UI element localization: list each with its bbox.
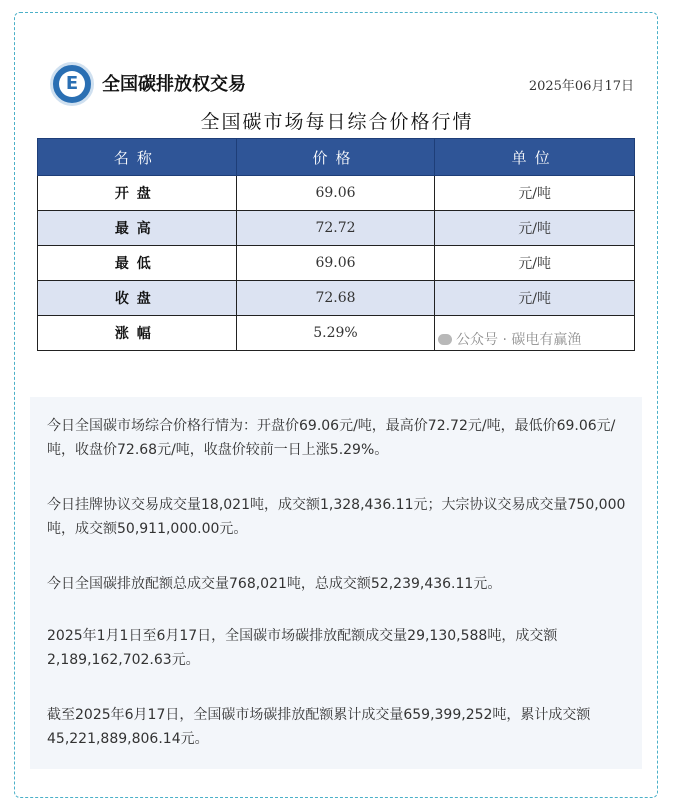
summary-paragraph: 今日挂牌协议交易成交量18,021吨，成交额1,328,436.11元；大宗协议交易成交量750,000吨，成交额50,911,000.00元。	[47, 497, 626, 537]
row-name: 涨幅	[38, 316, 237, 351]
row-price: 69.06	[236, 246, 435, 281]
price-table	[37, 138, 635, 351]
row-unit: 元/吨	[435, 281, 635, 316]
table-header-row	[38, 139, 635, 176]
org-name: 全国碳排放权交易	[102, 74, 246, 95]
watermark	[438, 329, 581, 349]
page-title: 全国碳市场每日综合价格行情	[200, 111, 474, 133]
carbon-exchange-logo-icon: E	[50, 62, 94, 106]
row-price: 72.72	[236, 211, 435, 246]
summary-paragraph: 截至2025年6月17日，全国碳市场碳排放配额累计成交量659,399,252吨，累计成交额45,221,889,806.14元。	[47, 707, 591, 747]
row-name: 收盘	[38, 281, 237, 316]
summary-box	[30, 397, 642, 769]
table-row	[38, 211, 635, 246]
row-unit: 元/吨	[435, 211, 635, 246]
row-unit: 元/吨	[435, 176, 635, 211]
row-price: 5.29%	[236, 316, 435, 351]
summary-paragraph: 今日全国碳排放配额总成交量768,021吨，总成交额52,239,436.11元。	[47, 576, 502, 592]
row-price: 69.06	[236, 176, 435, 211]
column-header-name: 名称	[38, 139, 237, 176]
summary-paragraph: 今日全国碳市场综合价格行情为：开盘价69.06元/吨，最高价72.72元/吨，最低价69.06元/吨，收盘价72.68元/吨，收盘价较前一日上涨5.29%。	[47, 418, 616, 458]
table-row	[38, 246, 635, 281]
row-name: 开盘	[38, 176, 237, 211]
row-name: 最低	[38, 246, 237, 281]
table-row	[38, 176, 635, 211]
row-price: 72.68	[236, 281, 435, 316]
wechat-icon	[438, 334, 452, 345]
table-row	[38, 281, 635, 316]
row-unit: 元/吨	[435, 246, 635, 281]
row-name: 最高	[38, 211, 237, 246]
watermark-text: 公众号 · 碳电有赢渔	[456, 332, 582, 348]
report-date: 2025年06月17日	[528, 79, 634, 94]
column-header-price: 价格	[236, 139, 435, 176]
column-header-unit: 单位	[435, 139, 635, 176]
summary-paragraph: 2025年1月1日至6月17日，全国碳市场碳排放配额成交量29,130,588吨，成交额2,189,162,702.63元。	[47, 628, 558, 668]
